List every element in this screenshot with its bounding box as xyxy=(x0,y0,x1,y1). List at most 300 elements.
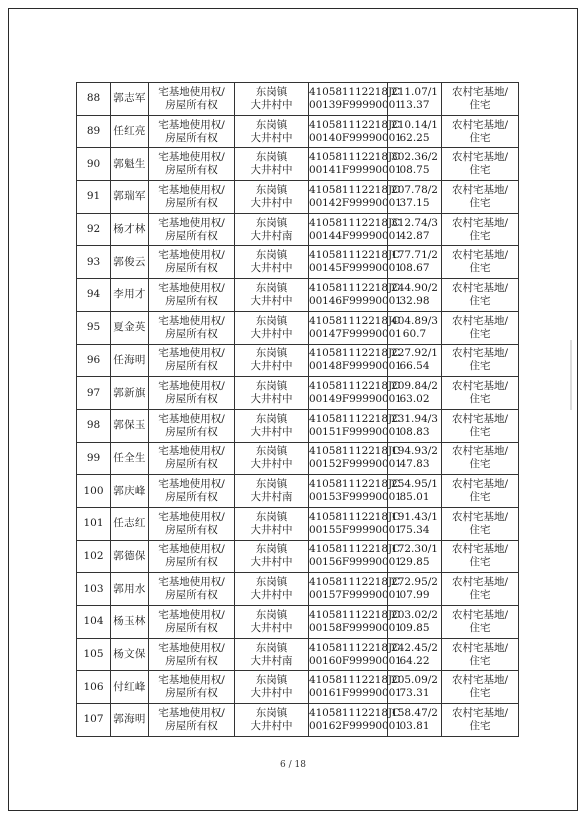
location xyxy=(235,181,309,214)
right-type-line: 房屋所有权 xyxy=(165,164,218,177)
table-row xyxy=(77,213,519,246)
right-type-line: 房屋所有权 xyxy=(165,458,218,471)
right-type xyxy=(149,246,235,279)
row-number: 104 xyxy=(77,606,111,639)
parcel-code-line: 00153F99990001 xyxy=(309,491,402,504)
parcel-code-line: 410581112218JC xyxy=(309,576,401,589)
area-line: 75.34 xyxy=(399,523,430,536)
owner-name: 郭德保 xyxy=(111,540,149,573)
parcel-code-line: 410581112218JC xyxy=(309,674,401,687)
location xyxy=(235,148,309,181)
owner-name: 郭用水 xyxy=(111,573,149,606)
right-type xyxy=(149,115,235,148)
right-type-line: 房屋所有权 xyxy=(165,491,218,504)
location-line: 东岗镇 xyxy=(255,641,288,654)
right-type-line: 宅基地使用权/ xyxy=(158,183,225,196)
right-type-line: 房屋所有权 xyxy=(165,294,218,307)
right-type xyxy=(149,213,235,246)
right-type-line: 宅基地使用权/ xyxy=(158,576,225,589)
location-line: 东岗镇 xyxy=(255,576,288,589)
owner-name: 李用才 xyxy=(111,279,149,312)
right-type xyxy=(149,606,235,639)
land-use-line: 住宅 xyxy=(469,719,491,732)
land-use-line: 农村宅基地/ xyxy=(451,85,509,98)
table-row xyxy=(77,279,519,312)
location xyxy=(235,83,309,116)
area-line: 60.7 xyxy=(402,327,427,340)
owner-name: 任海明 xyxy=(111,344,149,377)
location-line: 大井村中 xyxy=(250,196,293,209)
area-line: 191.43/1 xyxy=(391,510,438,523)
land-use xyxy=(442,344,519,377)
area-line: 85.01 xyxy=(399,491,430,504)
land-use-line: 住宅 xyxy=(469,360,491,373)
right-type xyxy=(149,573,235,606)
area-line: 47.83 xyxy=(399,458,430,471)
location-line: 东岗镇 xyxy=(255,151,288,164)
location-line: 大井村中 xyxy=(250,621,293,634)
parcel-code xyxy=(309,540,402,573)
location-line: 大井村中 xyxy=(250,687,293,700)
area-line: 63.02 xyxy=(399,393,430,406)
right-type-line: 房屋所有权 xyxy=(165,556,218,569)
parcel-code-line: 410581112218JC xyxy=(309,118,401,131)
table-row xyxy=(77,573,519,606)
table-row xyxy=(77,475,519,508)
parcel-code-line: 410581112218JC xyxy=(309,183,401,196)
location xyxy=(235,573,309,606)
land-use-line: 农村宅基地/ xyxy=(451,608,509,621)
parcel-code-line: 410581112218JC xyxy=(309,281,401,294)
parcel-code xyxy=(309,409,402,442)
right-type-line: 房屋所有权 xyxy=(165,654,218,667)
land-use-line: 住宅 xyxy=(469,262,491,275)
location-line: 东岗镇 xyxy=(255,706,288,719)
row-number: 106 xyxy=(77,671,111,704)
parcel-code-line: 410581112218JC xyxy=(309,85,401,98)
area-line: 404.89/3 xyxy=(391,314,438,327)
owner-name: 杨文保 xyxy=(111,638,149,671)
location-line: 东岗镇 xyxy=(255,543,288,556)
location xyxy=(235,507,309,540)
right-type xyxy=(149,540,235,573)
table-row xyxy=(77,83,519,116)
parcel-code-line: 410581112218JC xyxy=(309,510,401,523)
land-use-line: 住宅 xyxy=(469,131,491,144)
location xyxy=(235,442,309,475)
area-line: 37.15 xyxy=(399,196,430,209)
owner-name: 任全生 xyxy=(111,442,149,475)
location-line: 大井村中 xyxy=(250,131,293,144)
owner-name: 付红峰 xyxy=(111,671,149,704)
location-line: 大井村中 xyxy=(250,98,293,111)
row-number: 97 xyxy=(77,377,111,410)
parcel-code xyxy=(309,344,402,377)
land-use-line: 农村宅基地/ xyxy=(451,576,509,589)
land-use-line: 住宅 xyxy=(469,164,491,177)
parcel-code-line: 00149F99990001 xyxy=(309,393,402,406)
land-use-line: 住宅 xyxy=(469,196,491,209)
row-number: 90 xyxy=(77,148,111,181)
right-type-line: 宅基地使用权/ xyxy=(158,281,225,294)
parcel-code-line: 410581112218JC xyxy=(309,314,401,327)
area-line: 227.92/1 xyxy=(391,347,438,360)
land-use-line: 农村宅基地/ xyxy=(451,118,509,131)
table-row xyxy=(77,442,519,475)
location-line: 大井村南 xyxy=(250,654,293,667)
area-line: 66.54 xyxy=(399,360,430,373)
parcel-code xyxy=(309,246,402,279)
parcel-code xyxy=(309,279,402,312)
right-type xyxy=(149,507,235,540)
land-use xyxy=(442,671,519,704)
location-line: 大井村南 xyxy=(250,229,293,242)
parcel-code-line: 00157F99990001 xyxy=(309,589,402,602)
location-line: 东岗镇 xyxy=(255,281,288,294)
land-use xyxy=(442,442,519,475)
land-use xyxy=(442,540,519,573)
parcel-code xyxy=(309,442,402,475)
location xyxy=(235,671,309,704)
right-type xyxy=(149,148,235,181)
parcel-code-line: 00161F99990001 xyxy=(309,687,402,700)
area-line: 302.36/2 xyxy=(391,151,438,164)
land-use-line: 住宅 xyxy=(469,523,491,536)
location xyxy=(235,115,309,148)
parcel-code-line: 410581112218JC xyxy=(309,543,401,556)
location-line: 大井村中 xyxy=(250,425,293,438)
table-row xyxy=(77,377,519,410)
parcel-code xyxy=(309,377,402,410)
parcel-code xyxy=(309,83,402,116)
land-use-line: 农村宅基地/ xyxy=(451,412,509,425)
parcel-code-line: 00162F99990001 xyxy=(309,719,402,732)
land-use-line: 住宅 xyxy=(469,393,491,406)
parcel-code xyxy=(309,148,402,181)
right-type-line: 房屋所有权 xyxy=(165,523,218,536)
scan-mark xyxy=(570,340,572,410)
table-row xyxy=(77,246,519,279)
right-type xyxy=(149,83,235,116)
location-line: 大井村中 xyxy=(250,393,293,406)
land-use-line: 农村宅基地/ xyxy=(451,249,509,262)
land-use-line: 农村宅基地/ xyxy=(451,674,509,687)
right-type-line: 宅基地使用权/ xyxy=(158,314,225,327)
parcel-code-line: 410581112218JC xyxy=(309,641,401,654)
area-line: 64.22 xyxy=(399,654,430,667)
location xyxy=(235,213,309,246)
location-line: 东岗镇 xyxy=(255,380,288,393)
land-use xyxy=(442,181,519,214)
owner-name: 郭俊云 xyxy=(111,246,149,279)
right-type-line: 房屋所有权 xyxy=(165,393,218,406)
right-type xyxy=(149,344,235,377)
land-use-line: 农村宅基地/ xyxy=(451,380,509,393)
area-line: 254.95/1 xyxy=(391,478,438,491)
land-use-line: 住宅 xyxy=(469,425,491,438)
land-use-line: 住宅 xyxy=(469,654,491,667)
parcel-code-line: 410581112218JC xyxy=(309,216,401,229)
right-type xyxy=(149,671,235,704)
land-use-line: 农村宅基地/ xyxy=(451,183,509,196)
right-type-line: 宅基地使用权/ xyxy=(158,510,225,523)
area-line: 09.85 xyxy=(399,621,430,634)
right-type-line: 宅基地使用权/ xyxy=(158,706,225,719)
location-line: 大井村南 xyxy=(250,491,293,504)
land-use xyxy=(442,606,519,639)
parcel-code-line: 410581112218JC xyxy=(309,380,401,393)
owner-name: 郭志军 xyxy=(111,83,149,116)
right-type-line: 宅基地使用权/ xyxy=(158,380,225,393)
land-use-line: 农村宅基地/ xyxy=(451,151,509,164)
location xyxy=(235,638,309,671)
location-line: 东岗镇 xyxy=(255,608,288,621)
land-use xyxy=(442,704,519,737)
parcel-code-line: 410581112218JC xyxy=(309,412,401,425)
parcel-code xyxy=(309,311,402,344)
right-type-line: 房屋所有权 xyxy=(165,621,218,634)
area-line: 29.85 xyxy=(399,556,430,569)
location xyxy=(235,606,309,639)
location-line: 大井村中 xyxy=(250,294,293,307)
right-type-line: 房屋所有权 xyxy=(165,687,218,700)
area-line: 203.02/2 xyxy=(391,608,438,621)
land-use-line: 农村宅基地/ xyxy=(451,543,509,556)
location-line: 东岗镇 xyxy=(255,510,288,523)
land-use xyxy=(442,148,519,181)
area-line: 158.47/2 xyxy=(391,706,438,719)
parcel-code-line: 00141F99990001 xyxy=(309,164,402,177)
parcel-code xyxy=(309,115,402,148)
land-use-line: 住宅 xyxy=(469,294,491,307)
right-type-line: 宅基地使用权/ xyxy=(158,674,225,687)
right-type-line: 宅基地使用权/ xyxy=(158,412,225,425)
land-use-line: 农村宅基地/ xyxy=(451,216,509,229)
land-use-line: 农村宅基地/ xyxy=(451,347,509,360)
right-type-line: 宅基地使用权/ xyxy=(158,151,225,164)
page-number: 6 / 18 xyxy=(280,760,306,770)
owner-name: 任志红 xyxy=(111,507,149,540)
location-line: 大井村中 xyxy=(250,719,293,732)
right-type-line: 宅基地使用权/ xyxy=(158,118,225,131)
parcel-code-line: 00152F99990001 xyxy=(309,458,402,471)
parcel-code xyxy=(309,475,402,508)
location xyxy=(235,344,309,377)
land-use-line: 住宅 xyxy=(469,491,491,504)
area-line: 13.37 xyxy=(399,98,430,111)
area-line: 08.75 xyxy=(399,164,430,177)
right-type-line: 宅基地使用权/ xyxy=(158,608,225,621)
location-line: 大井村中 xyxy=(250,458,293,471)
table-body xyxy=(77,83,519,737)
right-type-line: 宅基地使用权/ xyxy=(158,347,225,360)
parcel-code-line: 410581112218JC xyxy=(309,445,401,458)
land-use-line: 住宅 xyxy=(469,621,491,634)
row-number: 89 xyxy=(77,115,111,148)
area-line: 231.94/3 xyxy=(391,412,438,425)
table-row xyxy=(77,311,519,344)
parcel-code-line: 00156F99990001 xyxy=(309,556,402,569)
table-row xyxy=(77,704,519,737)
property-records-table xyxy=(76,82,519,737)
table-row xyxy=(77,671,519,704)
owner-name: 郭瑞军 xyxy=(111,181,149,214)
parcel-code-line: 00144F99990001 xyxy=(309,229,402,242)
right-type xyxy=(149,311,235,344)
area-line: 194.93/2 xyxy=(391,445,438,458)
land-use xyxy=(442,507,519,540)
table-row xyxy=(77,181,519,214)
area-line: 272.95/2 xyxy=(391,576,438,589)
right-type-line: 宅基地使用权/ xyxy=(158,249,225,262)
land-use-line: 农村宅基地/ xyxy=(451,478,509,491)
location-line: 大井村中 xyxy=(250,360,293,373)
location xyxy=(235,377,309,410)
right-type-line: 宅基地使用权/ xyxy=(158,85,225,98)
land-use xyxy=(442,246,519,279)
row-number: 100 xyxy=(77,475,111,508)
parcel-code-line: 00140F99990001 xyxy=(309,131,402,144)
area-line: 62.25 xyxy=(399,131,430,144)
land-use-line: 住宅 xyxy=(469,229,491,242)
parcel-code-line: 410581112218JC xyxy=(309,608,401,621)
land-use xyxy=(442,83,519,116)
right-type-line: 房屋所有权 xyxy=(165,589,218,602)
right-type-line: 房屋所有权 xyxy=(165,719,218,732)
parcel-code-line: 00148F99990001 xyxy=(309,360,402,373)
table-row xyxy=(77,148,519,181)
land-use-line: 农村宅基地/ xyxy=(451,314,509,327)
parcel-code-line: 410581112218JC xyxy=(309,706,401,719)
land-use xyxy=(442,475,519,508)
land-use xyxy=(442,213,519,246)
right-type-line: 宅基地使用权/ xyxy=(158,478,225,491)
parcel-code-line: 00146F99990001 xyxy=(309,294,402,307)
parcel-code-line: 00147F99990001 xyxy=(309,327,402,340)
table-row xyxy=(77,606,519,639)
row-number: 88 xyxy=(77,83,111,116)
owner-name: 杨才林 xyxy=(111,213,149,246)
land-use-line: 农村宅基地/ xyxy=(451,445,509,458)
owner-name: 郭魁生 xyxy=(111,148,149,181)
area-line: 177.71/2 xyxy=(391,249,438,262)
parcel-code xyxy=(309,704,402,737)
location-line: 大井村中 xyxy=(250,589,293,602)
table-row xyxy=(77,540,519,573)
location-line: 东岗镇 xyxy=(255,478,288,491)
land-use xyxy=(442,409,519,442)
row-number: 101 xyxy=(77,507,111,540)
right-type xyxy=(149,442,235,475)
parcel-code-line: 00155F99990001 xyxy=(309,523,402,536)
row-number: 107 xyxy=(77,704,111,737)
area-line: 08.83 xyxy=(399,425,430,438)
owner-name: 任红亮 xyxy=(111,115,149,148)
row-number: 102 xyxy=(77,540,111,573)
right-type-line: 房屋所有权 xyxy=(165,98,218,111)
parcel-code xyxy=(309,638,402,671)
location-line: 大井村中 xyxy=(250,523,293,536)
land-use xyxy=(442,377,519,410)
right-type xyxy=(149,638,235,671)
land-use-line: 住宅 xyxy=(469,98,491,111)
parcel-code-line: 00158F99990001 xyxy=(309,621,402,634)
right-type-line: 房屋所有权 xyxy=(165,360,218,373)
location xyxy=(235,409,309,442)
location-line: 东岗镇 xyxy=(255,445,288,458)
location-line: 东岗镇 xyxy=(255,85,288,98)
location-line: 东岗镇 xyxy=(255,347,288,360)
parcel-code xyxy=(309,671,402,704)
row-number: 96 xyxy=(77,344,111,377)
owner-name: 郭海明 xyxy=(111,704,149,737)
land-use xyxy=(442,115,519,148)
land-use-line: 农村宅基地/ xyxy=(451,281,509,294)
area-line: 242.45/2 xyxy=(391,641,438,654)
area-line: 08.67 xyxy=(399,262,430,275)
right-type-line: 房屋所有权 xyxy=(165,196,218,209)
location xyxy=(235,540,309,573)
land-use-line: 住宅 xyxy=(469,458,491,471)
owner-name: 杨玉林 xyxy=(111,606,149,639)
owner-name: 郭庆峰 xyxy=(111,475,149,508)
area-line: 73.31 xyxy=(399,687,430,700)
land-use xyxy=(442,573,519,606)
table-row xyxy=(77,507,519,540)
table-row xyxy=(77,344,519,377)
area-line: 210.14/1 xyxy=(391,118,438,131)
area-line: 209.84/2 xyxy=(391,380,438,393)
location-line: 东岗镇 xyxy=(255,314,288,327)
area-line: 207.78/2 xyxy=(391,183,438,196)
right-type-line: 宅基地使用权/ xyxy=(158,216,225,229)
location-line: 东岗镇 xyxy=(255,674,288,687)
right-type-line: 宅基地使用权/ xyxy=(158,543,225,556)
parcel-code xyxy=(309,181,402,214)
parcel-code-line: 00139F99990001 xyxy=(309,98,402,111)
row-number: 91 xyxy=(77,181,111,214)
parcel-code xyxy=(309,213,402,246)
land-use-line: 农村宅基地/ xyxy=(451,641,509,654)
row-number: 95 xyxy=(77,311,111,344)
land-use-line: 农村宅基地/ xyxy=(451,706,509,719)
location-line: 大井村中 xyxy=(250,556,293,569)
row-number: 92 xyxy=(77,213,111,246)
location xyxy=(235,279,309,312)
row-number: 103 xyxy=(77,573,111,606)
land-use xyxy=(442,311,519,344)
right-type-line: 房屋所有权 xyxy=(165,131,218,144)
land-use-line: 住宅 xyxy=(469,327,491,340)
table-row xyxy=(77,638,519,671)
area-line: 03.81 xyxy=(399,719,430,732)
parcel-code xyxy=(309,507,402,540)
land-use xyxy=(442,638,519,671)
parcel-code-line: 410581112218JC xyxy=(309,347,401,360)
row-number: 93 xyxy=(77,246,111,279)
parcel-code-line: 410581112218JC xyxy=(309,478,401,491)
location-line: 大井村中 xyxy=(250,327,293,340)
parcel-code-line: 00151F99990001 xyxy=(309,425,402,438)
location-line: 东岗镇 xyxy=(255,249,288,262)
location xyxy=(235,311,309,344)
right-type xyxy=(149,475,235,508)
right-type xyxy=(149,279,235,312)
location-line: 东岗镇 xyxy=(255,118,288,131)
location xyxy=(235,704,309,737)
right-type xyxy=(149,704,235,737)
location-line: 东岗镇 xyxy=(255,183,288,196)
